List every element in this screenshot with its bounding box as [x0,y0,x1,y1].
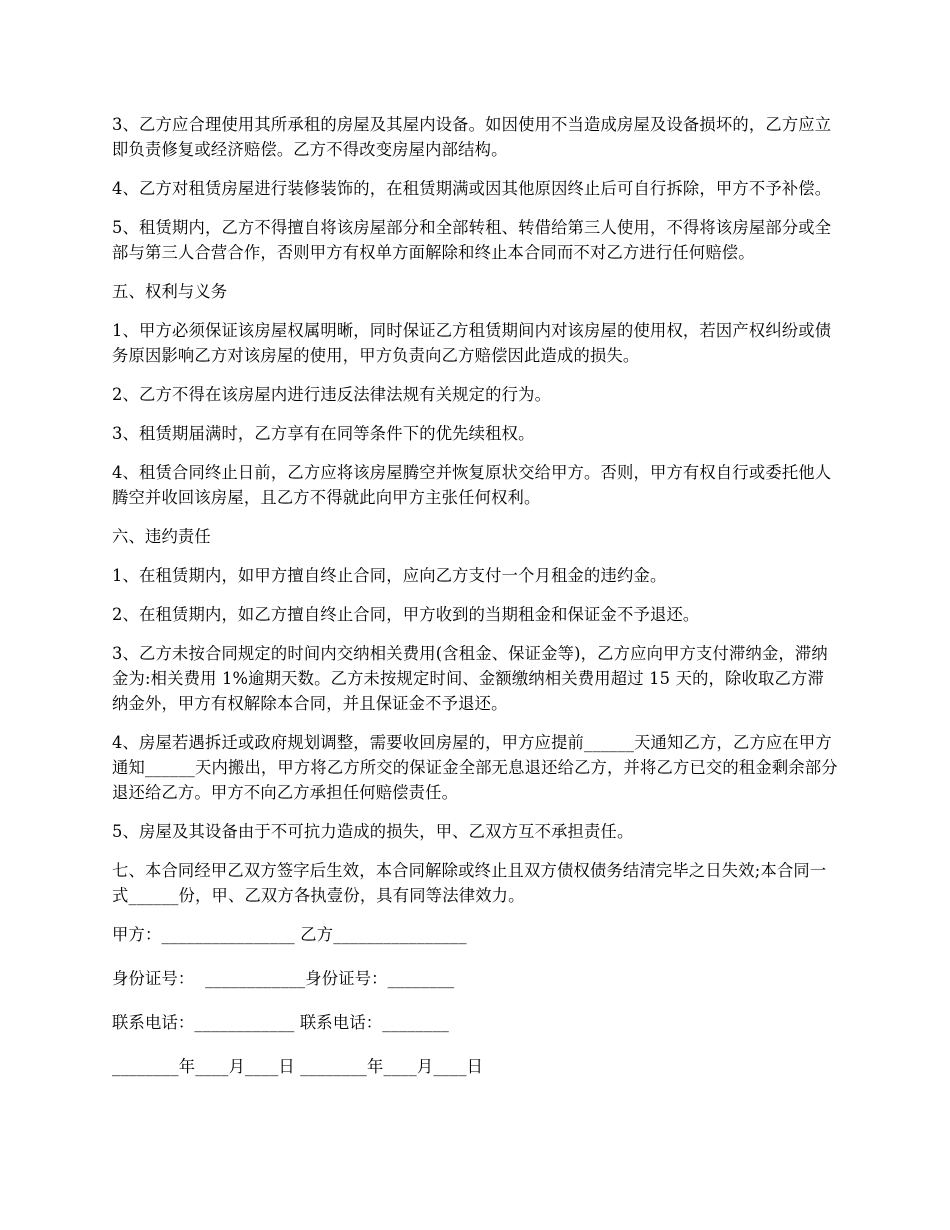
clause-5-2-lawful-use: 2、乙方不得在该房屋内进行违反法律法规有关规定的行为。 [112,385,552,404]
id-number-line: 身份证号： ____________身份证号：________ [112,969,455,988]
clause-5-4-vacate: 4、租赁合同终止日前，乙方应将该房屋腾空并恢复原状交给甲方。否则，甲方有权自行或委托他人腾空并收回该房屋，且乙方不得就此向甲方主张任何权利。 [112,463,832,507]
clause-6-4-demolition: 4、房屋若遇拆迁或政府规划调整，需要收回房屋的，甲方应提前______天通知乙方，乙方应在甲方通知______天内搬出，甲方将乙方所交的保证金全部无息退还给乙方，并将乙方已交的租金剩余部分退还给乙方。甲方不向乙方承担任何赔偿责任。 [112,733,838,802]
clause-4-3-repair: 3、乙方应合理使用其所承租的房屋及其屋内设备。如因使用不当造成房屋及设备损坏的，乙方应立即负责修复或经济赔偿。乙方不得改变房屋内部结构。 [112,115,832,159]
contract-page [112,112,840,1098]
clause-6-5-force-majeure: 5、房屋及其设备由于不可抗力造成的损失，甲、乙双方互不承担责任。 [112,822,634,841]
clause-6-2-tenant-breach: 2、在租赁期内，如乙方擅自终止合同，甲方收到的当期租金和保证金不予退还。 [112,605,700,624]
clause-6-1-landlord-breach: 1、在租赁期内，如甲方擅自终止合同，应向乙方支付一个月租金的违约金。 [112,566,667,585]
clause-5-1-title-guarantee: 1、甲方必须保证该房屋权属明晰，同时保证乙方租赁期间内对该房屋的使用权，若因产权纠纷或债务原因影响乙方对该房屋的使用，甲方负责向乙方赔偿因此造成的损失。 [112,321,832,365]
signature-block [112,922,840,1079]
date-line: ________年____月____日 ________年____月____日 [112,1057,484,1076]
clause-4-5-sublease: 5、租赁期内，乙方不得擅自将该房屋部分和全部转租、转借给第三人使用，不得将该房屋部分或全部与第三人合营合作，否则甲方有权单方面解除和终止本合同而不对乙方进行任何赔偿。 [112,218,832,262]
section-6-heading: 六、违约责任 [112,527,211,546]
party-signature-line: 甲方：________________ 乙方________________ [112,925,467,944]
phone-line: 联系电话：____________ 联系电话：________ [112,1013,450,1032]
clause-6-3-late-fee: 3、乙方未按合同规定的时间内交纳相关费用(含租金、保证金等)，乙方应向甲方支付滞纳金，滞纳金为:相关费用 1%逾期天数。乙方未按规定时间、金额缴纳相关费用超过 15 天的，除收取乙方滞纳金外，甲方有权解除本合同，并且保证金不予退还。 [112,644,828,713]
section-5-heading: 五、权利与义务 [112,282,228,301]
clause-5-3-renewal-right: 3、租赁期届满时，乙方享有在同等条件下的优先续租权。 [112,424,535,443]
section-7-effectiveness: 七、本合同经甲乙双方签字后生效，本合同解除或终止且双方债权债务结清完毕之日失效;本合同一式______份，甲、乙双方各执壹份，具有同等法律效力。 [112,861,827,905]
clause-4-4-decoration: 4、乙方对租赁房屋进行装修装饰的，在租赁期满或因其他原因终止后可自行拆除，甲方不予补偿。 [112,179,832,198]
